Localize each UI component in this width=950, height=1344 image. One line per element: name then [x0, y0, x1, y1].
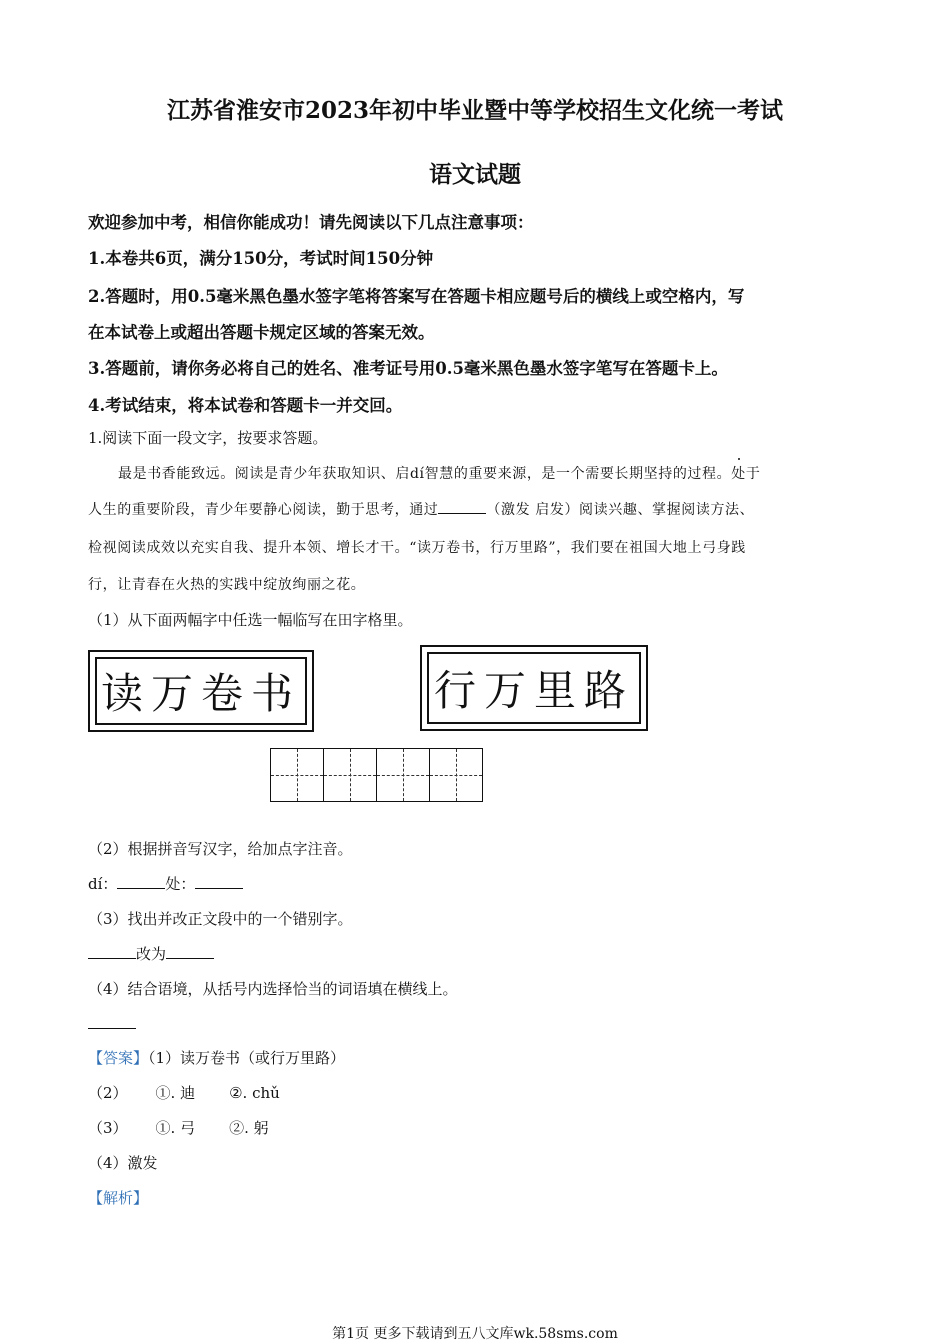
- answer-line-4: （4）激发: [88, 1154, 158, 1172]
- notice-item-3: 3.答题前，请你务必将自己的姓名、准考证号用0.5毫米黑色墨水签字笔写在答题卡上。: [88, 359, 728, 378]
- sub-question-4-answer-line: [88, 1013, 136, 1033]
- sub-question-2-answer-line: [88, 873, 243, 894]
- change-to-label: 改为: [136, 945, 167, 963]
- calligraphy-right: [420, 645, 648, 731]
- exam-title: 江苏省淮安市2023年初中毕业暨中等学校招生文化统一考试: [166, 97, 783, 124]
- answer-line-3: [88, 1117, 269, 1138]
- blank-wrong-char[interactable]: [88, 943, 136, 959]
- answer-2-part-2: ②. chǔ: [229, 1084, 280, 1102]
- notice-item-4: 4.考试结束，将本试卷和答题卡一并交回。: [88, 396, 403, 415]
- tianzige-cell[interactable]: [323, 748, 377, 802]
- analysis-label: 【解析】: [88, 1189, 149, 1207]
- page-footer: 第1页 更多下载请到五八文库wk.58sms.com: [332, 1326, 618, 1342]
- exam-subtitle: 语文试题: [429, 161, 521, 188]
- sub-question-2: （2）根据拼音写汉字，给加点字注音。: [88, 840, 353, 858]
- tianzige-grid[interactable]: [270, 748, 483, 802]
- tianzige-cell[interactable]: [429, 748, 483, 802]
- answer-line-2: [88, 1082, 280, 1103]
- notice-item-2-line-1: 2.答题时，用0.5毫米黑色墨水签字笔将答案写在答题卡相应题号后的横线上或空格内，写: [88, 287, 745, 306]
- dotted-character: 处: [731, 463, 746, 483]
- calligraphy-left: [88, 650, 314, 732]
- answer-3-number: （3）: [88, 1119, 128, 1137]
- tianzige-cell[interactable]: [270, 748, 324, 802]
- answer-label: 【答案】: [88, 1049, 149, 1067]
- tianzige-cell[interactable]: [376, 748, 430, 802]
- passage-line-1-end: 于: [745, 466, 761, 482]
- answer-line-1: [88, 1047, 345, 1068]
- notice-item-2-line-2: 在本试卷上或超出答题卡规定区域的答案无效。: [88, 323, 435, 342]
- question-1-prompt: 1.阅读下面一段文字，按要求答题。: [88, 429, 328, 447]
- answer-3-part-2: ②. 躬: [229, 1119, 269, 1137]
- notice-item-1: 1.本卷共6页，满分150分，考试时间150分钟: [88, 249, 434, 268]
- sub-question-1: （1）从下面两幅字中任选一幅临写在田字格里。: [88, 611, 413, 629]
- blank-chu[interactable]: [195, 873, 243, 889]
- passage-line-2: [88, 499, 754, 519]
- sub-question-4: （4）结合语境，从括号内选择恰当的词语填在横线上。: [88, 980, 458, 998]
- answer-2-number: （2）: [88, 1084, 128, 1102]
- answer-1: （1）读万卷书（或行万里路）: [148, 1049, 346, 1067]
- sub-question-3-answer-line: [88, 943, 214, 964]
- passage-line-2-text: 人生的重要阶段，青少年要静心阅读，勤于思考，通过: [88, 502, 439, 518]
- passage-line-2-options: （激发 启发）阅读兴趣、掌握阅读方法、: [486, 502, 755, 518]
- passage-line-1: [118, 463, 760, 483]
- calligraphy-right-text: 行万里路: [427, 652, 641, 724]
- chu-label: 处：: [165, 875, 196, 893]
- pinyin-di-label: dí：: [88, 875, 118, 893]
- blank-correct-char[interactable]: [166, 943, 214, 959]
- sub-question-3: （3）找出并改正文段中的一个错别字。: [88, 910, 353, 928]
- blank-di[interactable]: [117, 873, 165, 889]
- notice-intro: 欢迎参加中考，相信你能成功！请先阅读以下几点注意事项：: [88, 213, 534, 232]
- passage-fill-blank[interactable]: [438, 499, 486, 514]
- answer-3-part-1: ①. 弓: [155, 1119, 196, 1137]
- answer-2-part-1: ①. 迪: [155, 1084, 196, 1102]
- passage-line-4: 行，让青春在火热的实践中绽放绚丽之花。: [88, 577, 366, 593]
- blank-word-choice[interactable]: [88, 1013, 136, 1029]
- passage-line-3: 检视阅读成效以充实自我、提升本领、增长才干。“读万卷书，行万里路”，我们要在祖国大地上弓身践: [88, 540, 746, 556]
- passage-line-1-text: 最是书香能致远。阅读是青少年获取知识、启dí智慧的重要来源，是一个需要长期坚持的过程。: [118, 466, 732, 482]
- calligraphy-left-text: 读万卷书: [95, 657, 307, 725]
